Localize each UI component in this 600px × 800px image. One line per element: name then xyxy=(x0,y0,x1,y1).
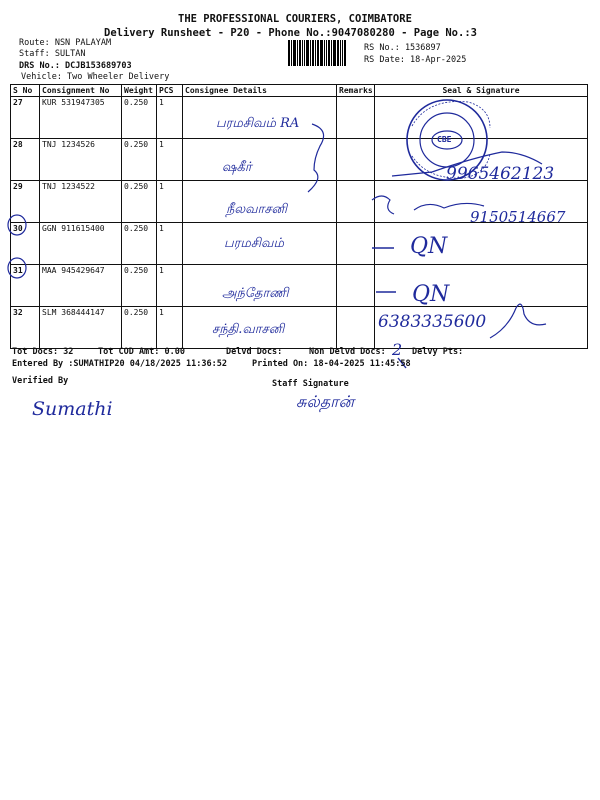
total-docs: Tot Docs: 32 xyxy=(12,347,74,357)
col-header-remarks: Remarks xyxy=(337,85,375,97)
staff-signature: சுல்தான் xyxy=(296,392,355,411)
handwritten-consignee: பரமசிவம் xyxy=(224,236,284,251)
cell-consignment: KUR 531947305 xyxy=(40,97,122,139)
ink-stroke xyxy=(414,203,484,210)
staff-label: Staff: SULTAN xyxy=(19,49,86,59)
cell-consignment: TNJ 1234522 xyxy=(40,181,122,223)
rs-number: RS No.: 1536897 xyxy=(364,43,441,53)
handwritten-initials: QN xyxy=(412,282,450,307)
ink-stroke xyxy=(308,124,324,192)
cell-sno: 28 xyxy=(11,139,40,181)
cell-sno: 30 xyxy=(11,223,40,265)
verified-signature: Sumathi xyxy=(32,398,113,420)
cell-pcs: 1 xyxy=(157,223,183,265)
handwritten-consignee: சந்தி.வாசனி xyxy=(212,322,285,337)
handwritten-consignee: அந்தோணி xyxy=(222,286,289,301)
handwritten-phone: 9150514667 xyxy=(470,208,566,226)
handwritten-phone: 9965462123 xyxy=(446,164,555,184)
drs-number: DRS No.: DCJB153689703 xyxy=(19,61,132,71)
handwritten-consignee: பரமசிவம் RA xyxy=(216,116,300,131)
handwritten-initials: QN xyxy=(410,234,448,259)
staff-signature-label: Staff Signature xyxy=(272,379,349,389)
col-header-weight: Weight xyxy=(122,85,157,97)
circle-mark-30 xyxy=(8,215,26,235)
route-label: Route: NSN PALAYAM xyxy=(19,38,112,48)
cell-consignment: MAA 945429647 xyxy=(40,265,122,307)
cell-weight: 0.250 xyxy=(122,223,157,265)
cell-consignment: GGN 911615400 xyxy=(40,223,122,265)
non-delivered-docs: Non Delvd Docs: xyxy=(309,347,386,357)
delivered-docs: Delvd Docs: xyxy=(226,347,283,357)
cell-sno: 29 xyxy=(11,181,40,223)
cell-pcs: 1 xyxy=(157,181,183,223)
printed-on: Printed On: 18-04-2025 11:45:58 xyxy=(252,359,411,369)
cell-sno: 27 xyxy=(11,97,40,139)
cell-weight: 0.250 xyxy=(122,181,157,223)
cell-consignment: TNJ 1234526 xyxy=(40,139,122,181)
verified-by-label: Verified By xyxy=(12,376,69,386)
cell-weight: 0.250 xyxy=(122,97,157,139)
rs-date: RS Date: 18-Apr-2025 xyxy=(364,55,467,65)
ink-stroke xyxy=(490,304,546,338)
cell-sno: 31 xyxy=(11,265,40,307)
company-title: THE PROFESSIONAL COURIERS, COIMBATORE xyxy=(178,13,412,25)
cell-pcs: 1 xyxy=(157,265,183,307)
cell-pcs: 1 xyxy=(157,139,183,181)
cell-weight: 0.250 xyxy=(122,265,157,307)
circle-mark-31 xyxy=(8,258,26,278)
seal-center-text: CBE xyxy=(437,135,452,144)
col-header-sno: S No xyxy=(11,85,40,97)
cell-weight: 0.250 xyxy=(122,139,157,181)
handwritten-consignee: நீலவாசனி xyxy=(226,202,288,217)
cell-weight: 0.250 xyxy=(122,307,157,349)
col-header-consignee: Consignee Details xyxy=(183,85,337,97)
handwritten-delivered-count: 2 xyxy=(392,340,403,359)
col-header-consignment: Consignment No xyxy=(40,85,122,97)
cell-pcs: 1 xyxy=(157,97,183,139)
delivery-points: Delvy Pts: xyxy=(412,347,464,357)
handwritten-consignee: ஷகீர் xyxy=(222,160,252,175)
col-header-pcs: PCS xyxy=(157,85,183,97)
cell-consignment: SLM 368444147 xyxy=(40,307,122,349)
runsheet-title: Delivery Runsheet - P20 - Phone No.:9047080280 - Page No.:3 xyxy=(104,27,477,39)
vehicle-label: Vehicle: Two Wheeler Delivery xyxy=(21,72,170,82)
total-cod-amount: Tot COD Amt: 0.00 xyxy=(98,347,185,357)
col-header-seal: Seal & Signature xyxy=(375,85,588,97)
entered-by: Entered By :SUMATHIP20 04/18/2025 11:36:52 xyxy=(12,359,227,369)
ink-stroke xyxy=(372,196,394,214)
cell-pcs: 1 xyxy=(157,307,183,349)
cell-sno: 32 xyxy=(11,307,40,349)
handwritten-phone: 6383335600 xyxy=(378,312,487,332)
